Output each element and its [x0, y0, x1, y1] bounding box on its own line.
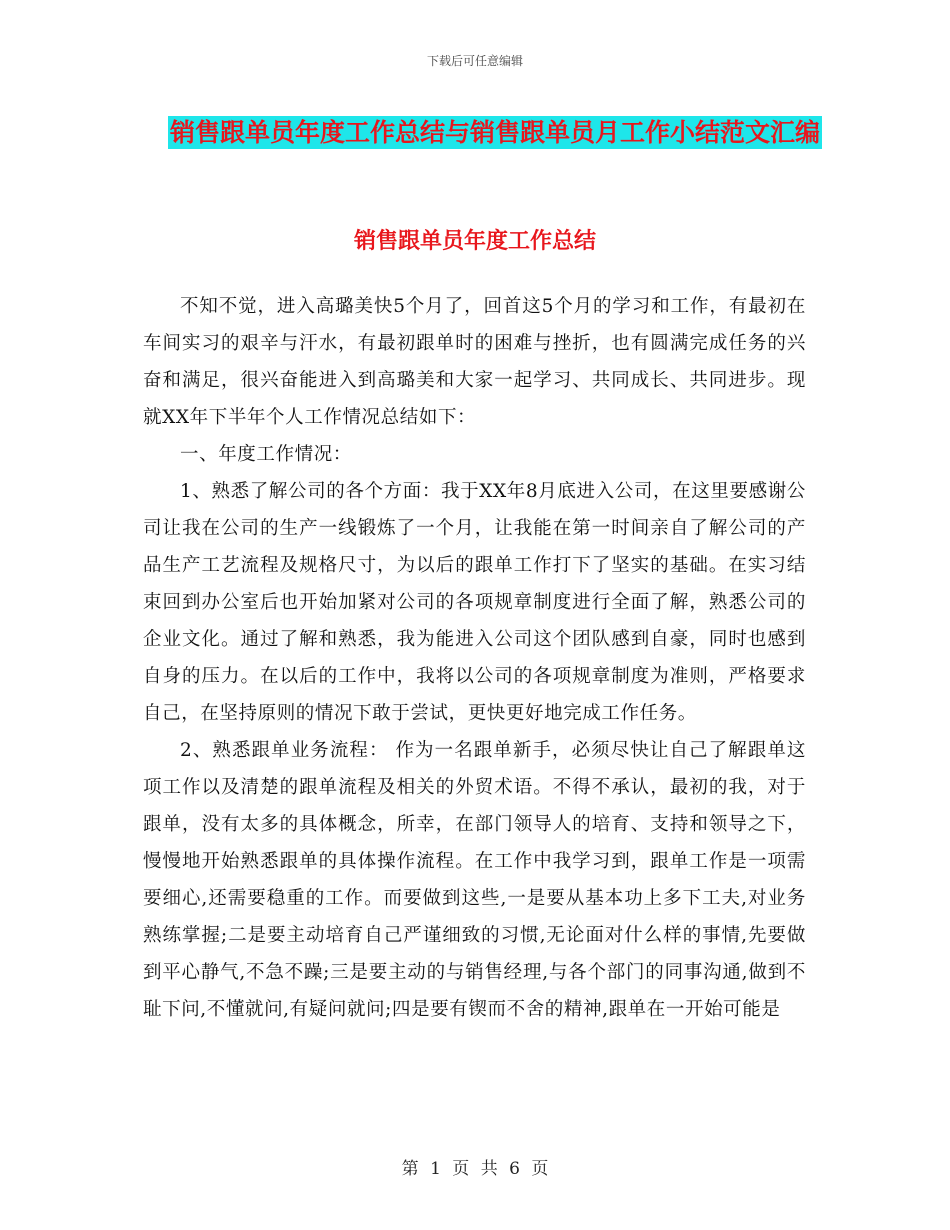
document-title: [145, 112, 845, 154]
paragraph: 一、年度工作情况：: [180, 444, 352, 465]
paragraph: 2、熟悉跟单业务流程： 作为一名跟单新手，必须尽快让自己了解跟单这项工作以及清楚的跟单流程及相关的外贸术语。不得不承认，最初的我，对于跟单，没有太多的具体概念，所幸，在部门领导人的培育、支持和领导之下，慢慢地开始熟悉跟单的具体操作流程。在工作中我学习到，跟单工作是一项需要细心,还需要稳重的工作。而要做到这些,一是要从基本功上多下工夫,对业务熟练掌握;二是要主动培育自己严谨细致的习惯,无论面对什么样的事情,先要做到平心静气,不急不躁;三是要主动的与销售经理,与各个部门的同事沟通,做到不耻下问,不懂就问,有疑问就问;四是要有锲而不舍的精神,跟单在一开始可能是: [143, 740, 806, 1020]
paragraph: 1、熟悉了解公司的各个方面：我于XX年8月底进入公司，在这里要感谢公司让我在公司的生产一线锻炼了一个月，让我能在第一时间亲自了解公司的产品生产工艺流程及规格尺寸，为以后的跟单工作打下了坚实的基础。在实习结束回到办公室后也开始加紧对公司的各项规章制度进行全面了解，熟悉公司的企业文化。通过了解和熟悉，我为能进入公司这个团队感到自豪，同时也感到自身的压力。在以后的工作中，我将以公司的各项规章制度为准则，严格要求自己，在坚持原则的情况下敢于尝试，更快更好地完成工作任务。: [143, 481, 806, 724]
section-subtitle: 销售跟单员年度工作总结: [353, 229, 596, 254]
document-body: [143, 288, 806, 1028]
header-note: 下载后可任意编辑: [426, 54, 523, 68]
paragraph: 不知不觉，进入高璐美快5个月了，回首这5个月的学习和工作，有最初在车间实习的艰辛与汗水，有最初跟单时的困难与挫折，也有圆满完成任务的兴奋和满足，很兴奋能进入到高璐美和大家一起学习、共同成长、共同进步。现就XX年下半年个人工作情况总结如下：: [143, 296, 806, 428]
title-highlight: 销售跟单员年度工作总结与销售跟单员月工作小结范文汇编: [169, 118, 820, 147]
page-number-footer: 第 1 页 共 6 页: [401, 1159, 549, 1179]
